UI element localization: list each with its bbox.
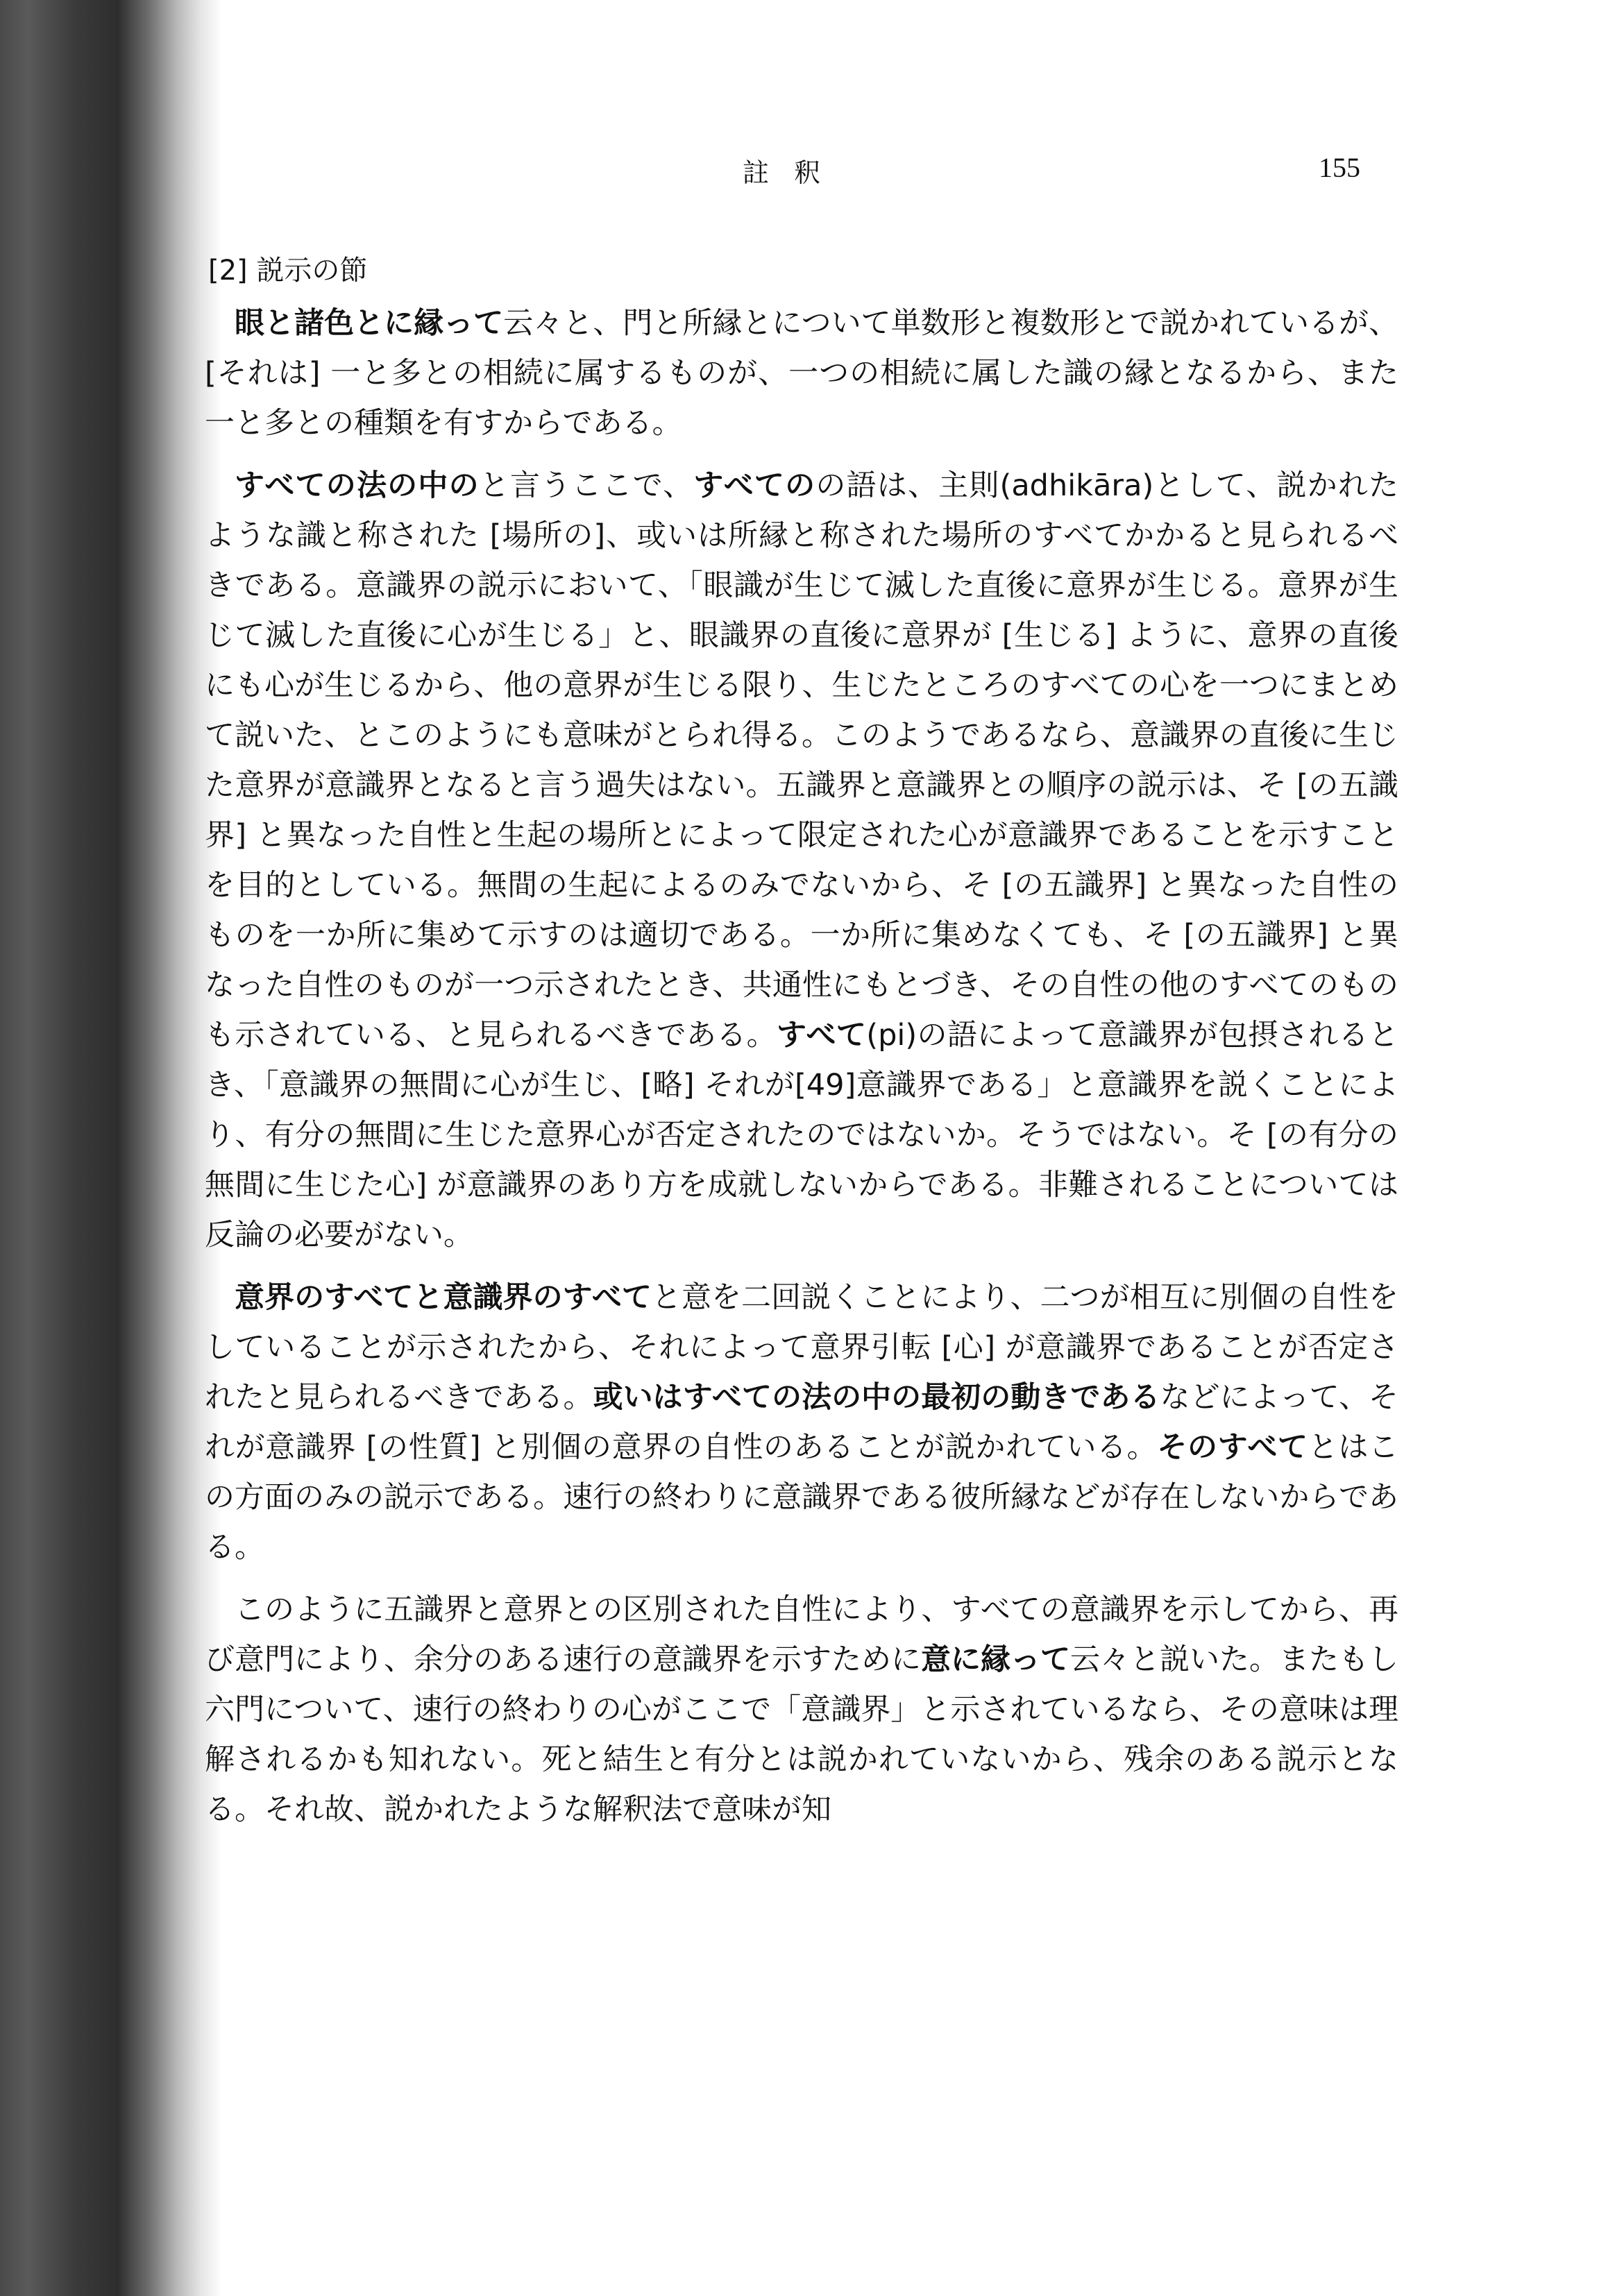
paragraph	[205, 1273, 1398, 1572]
running-head: 註釈	[743, 158, 846, 188]
body-text	[205, 298, 1398, 1847]
bold-term: すべて	[777, 1018, 867, 1053]
bold-term: 意界のすべてと意識界のすべて	[235, 1280, 652, 1315]
paragraph	[205, 1585, 1398, 1835]
paragraph	[205, 461, 1398, 1260]
text-run: 云々と説いた。またもし六門について、速行の終わりの心がここで「意識界」と示されているなら、その意味は理解されるかも知れない。死と結生と有分とは説かれていないから、残余のある説示となる。それ故、説かれたような解釈法で意味が知	[205, 1642, 1398, 1827]
text-run: とはこの方面のみの説示である。速行の終わりに意識界である彼所縁などが存在しないからである。	[205, 1430, 1399, 1565]
bold-term: 意に縁って	[921, 1642, 1070, 1677]
text-run: と意を二回説くことにより、二つが相互に別個の自性をしていることが示されたから、それによって意界引転 [心] が意識界であることが否定されたと見られるべきである。	[205, 1280, 1399, 1415]
bold-term: そのすべて	[1157, 1430, 1308, 1465]
bold-term: 眼と諸色とに縁って	[235, 306, 504, 341]
text-run: このように五識界と意界との区別された自性により、すべての意識界を示してから、再び意門により、余分のある速行の意識界を示すために	[205, 1592, 1398, 1677]
bold-term: すべての	[693, 468, 816, 503]
text-run: 云々と、門と所縁とについて単数形と複数形とで説かれているが、[それは] 一と多との相続に属するものが、一つの相続に属した識の縁となるから、また一と多との種類を有すからである。	[205, 306, 1399, 441]
binding-gutter-shadow	[0, 0, 222, 2296]
text-run: の語は、主則(adhikāra)として、説かれたような識と称された [場所の]、或いは所縁と称された場所のすべてかかると見られるべきである。意識界の説示において、「眼識が生じて滅した直後に意界が生じる。意界が生じて滅した直後に心が生じる」と、眼識界の直後に意界が [生じる] ように、意界の直後にも心が生じるから、他の意界が生じる限り、生じたところのすべての心を一つにまとめて説いた、とこのようにも意味がとられ得る。このようであるなら、意識界の直後に生じた意界が意識界となると言う過失はない。五識界と意識界との順序の説示は、そ [の五識界] と異なった自性と生起の場所とによって限定された心が意識界であることを示すことを目的としている。無間の生起によるのみでないから、そ [の五識界] と異なった自性のものを一か所に集めて示すのは適切である。一か所に集めなくても、そ [の五識界] と異なった自性のものが一つ示されたとき、共通性にもとづき、その自性の他のすべてのものも示されている、と見られるべきである。	[205, 468, 1399, 1053]
text-run: などによって、それが意識界 [の性質] と別個の意界の自性のあることが説かれている。	[205, 1380, 1399, 1465]
text-run: と言うここで、	[479, 468, 694, 503]
bold-term: すべての法の中の	[235, 468, 480, 503]
page-header	[0, 151, 1624, 193]
page-number: 155	[1319, 152, 1360, 183]
section-heading: [2] 説示の節	[208, 255, 368, 287]
paragraph	[205, 298, 1398, 448]
bold-term: 或いはすべての法の中の最初の動きである	[593, 1380, 1160, 1415]
text-run: (pi)の語によって意識界が包摂されるとき、「意識界の無間に心が生じ、[略] それが[49]意識界である」と意識界を説くことにより、有分の無間に生じた意界心が否定されたのではないか。そうではない。そ [の有分の無間に生じた心] が意識界のあり方を成就しないからである。非難されることについては反論の必要がない。	[205, 1018, 1399, 1252]
